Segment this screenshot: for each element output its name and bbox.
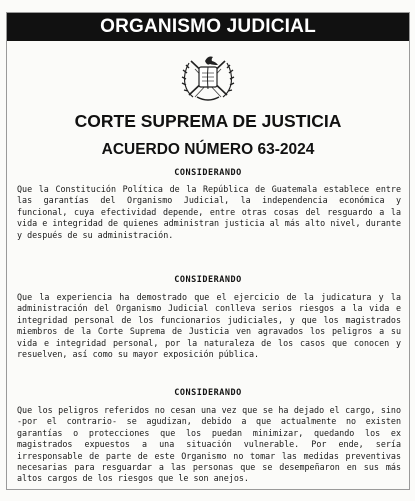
section-heading: CONSIDERANDO — [174, 168, 242, 178]
institution-banner: ORGANISMO JUDICIAL — [7, 13, 409, 41]
section-paragraph: Que la Constitución Política de la República de Guatemala establece entre las garantías del Organismo Judicial, la independencia económica y funcional, cuya efectividad depende, entre otras cosas del resguardo a la vida e integridad de quienes administran justicia al más alto nivel, durante y después de su administración. — [17, 184, 401, 240]
agreement-number: ACUERDO NÚMERO 63-2024 — [101, 141, 315, 158]
court-title: CORTE SUPREMA DE JUSTICIA — [74, 111, 342, 131]
coat-of-arms-icon — [177, 47, 239, 105]
section-heading: CONSIDERANDO — [174, 275, 242, 285]
section-heading: CONSIDERANDO — [174, 388, 242, 398]
section-paragraph: Que la experiencia ha demostrado que el ejercicio de la judicatura y la administración del Organismo Judicial conlleva serios riesgos a la vida e integridad personal de los funcionarios judiciales, y que los magistrados miembros de la Corte Suprema de Justicia ven agravados los peligros a su vida e integridad personal, por la naturaleza de los casos que conocen y resuelven, así como su mayor exposición pública. — [17, 292, 401, 360]
section-paragraph: Que los peligros referidos no cesan una vez que se ha dejado el cargo, sino -por el contrario- se agudizan, debido a que actualmente no existen garantías o protecciones que los puedan minimizar, quedando los ex magistrados expuestos a una situación vulnerable. Por ende, sería irresponsable de parte de este Organismo no tomar las medidas preventivas necesarias para resguardar a las personas que se desempeñaron en sus más altos cargos de los riesgos que le son anejos. — [17, 405, 401, 484]
notice-frame — [6, 12, 410, 490]
